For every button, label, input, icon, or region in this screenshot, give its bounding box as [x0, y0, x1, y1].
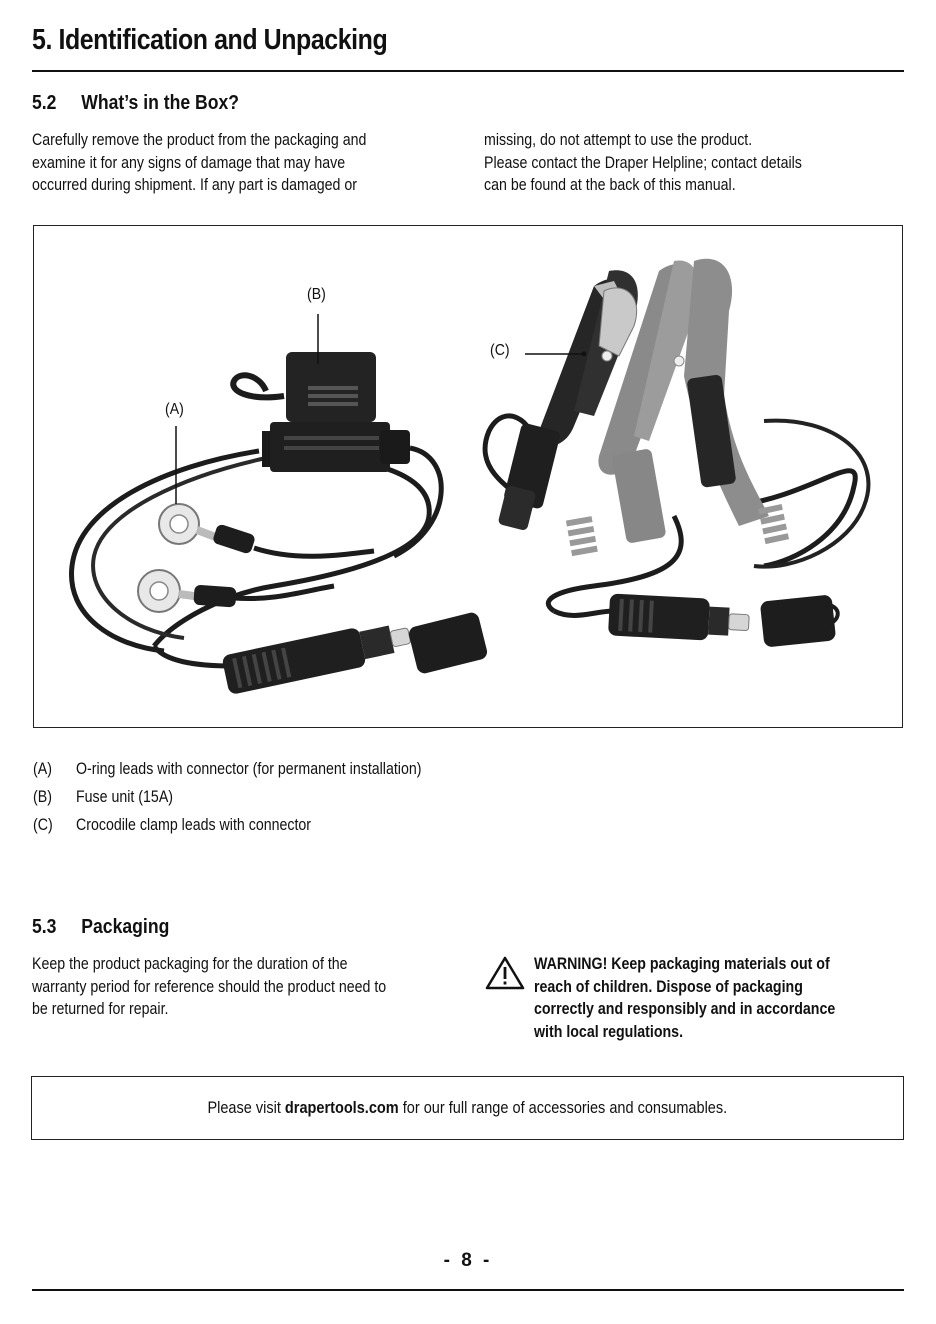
product-illustration	[34, 226, 902, 727]
paragraph-line: Please contact the Draper Helpline; contact details	[484, 153, 802, 172]
paragraph-line: warranty period for reference should the product need to	[32, 977, 387, 996]
paragraph-line: Carefully remove the product from the packaging and	[32, 131, 367, 149]
callout-label-a: (A)	[165, 401, 184, 418]
paragraph-line: Keep the product packaging for the duration of the	[32, 955, 348, 973]
section-number: 5.2	[32, 92, 57, 114]
paragraph-line: be returned for repair.	[32, 1000, 169, 1018]
o-ring-leads-illustration	[71, 352, 488, 695]
title-divider	[32, 70, 904, 72]
visit-suffix: for our full range of accessories and consumables.	[402, 1099, 728, 1117]
crocodile-clamp-leads-illustration	[485, 259, 868, 648]
legend-item	[33, 760, 421, 779]
visit-prefix: Please visit	[207, 1099, 282, 1117]
section-title: What’s in the Box?	[81, 92, 240, 114]
legend-text: Crocodile clamp leads with connector	[76, 816, 312, 834]
legend-key: (A)	[33, 760, 52, 778]
paragraph-line: can be found at the back of this manual.	[484, 176, 736, 194]
legend-text: O-ring leads with connector (for permanent installation)	[76, 760, 422, 778]
product-figure	[33, 225, 903, 728]
section-heading-5-2	[32, 92, 239, 115]
warning-line: with local regulations.	[534, 1022, 684, 1041]
callout-label-b: (B)	[307, 286, 326, 303]
warning-line: reach of children. Dispose of packaging	[534, 977, 803, 996]
section-heading-5-3	[32, 916, 169, 939]
warning-line: correctly and responsibly and in accordance	[534, 1000, 836, 1018]
section-number: 5.3	[32, 916, 57, 938]
warning-line: WARNING! Keep packaging materials out of	[534, 955, 830, 973]
paragraph-line: examine it for any signs of damage that may have	[32, 153, 346, 172]
legend-key: (B)	[33, 788, 52, 806]
warning-triangle-icon	[484, 955, 526, 991]
visit-banner	[31, 1076, 904, 1140]
legend-text: Fuse unit (15A)	[76, 788, 174, 806]
legend-item	[33, 816, 311, 835]
website-link[interactable]: drapertools.com	[285, 1099, 399, 1117]
footer-divider	[32, 1289, 904, 1291]
warning-message	[534, 953, 835, 1043]
packaging-paragraph	[32, 953, 386, 1021]
intro-paragraph-col2	[484, 129, 802, 197]
callout-label-c: (C)	[490, 342, 510, 359]
legend-item	[33, 788, 173, 807]
page-title: 5. Identification and Unpacking	[32, 24, 388, 56]
page-number: - 8 -	[443, 1250, 493, 1271]
visit-text	[32, 1099, 903, 1118]
paragraph-line: missing, do not attempt to use the product.	[484, 131, 753, 149]
section-title: Packaging	[81, 916, 170, 938]
legend-key: (C)	[33, 816, 53, 834]
intro-paragraph-col1	[32, 129, 366, 197]
paragraph-line: occurred during shipment. If any part is damaged or	[32, 176, 357, 194]
